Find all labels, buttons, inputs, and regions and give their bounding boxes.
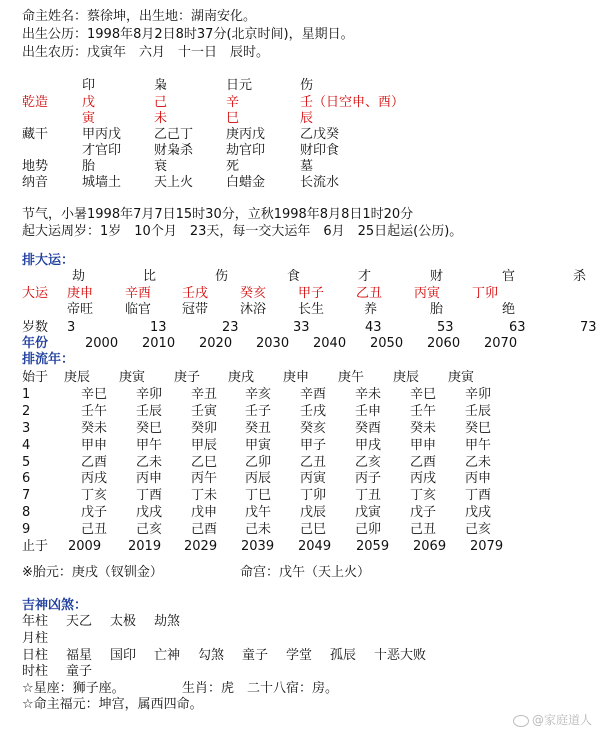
- liunian-cell: 己亥: [465, 522, 492, 537]
- liunian-cell: 癸丑: [245, 421, 272, 436]
- liunian-cell: 壬午: [410, 404, 437, 419]
- dayun-year: 2030: [256, 336, 290, 351]
- liunian-cell: 甲午: [465, 438, 492, 453]
- liunian-cell: 丁酉: [465, 488, 492, 503]
- minggong-text: 命宫：戊午（天上火）: [240, 565, 371, 580]
- hidden-cell: 乙戊癸: [300, 127, 340, 142]
- liunian-cell: 丁巳: [245, 488, 272, 503]
- gods-cell: 印: [82, 78, 96, 93]
- liunian-cell: 戊午: [245, 505, 272, 520]
- liunian-cell: 己亥: [136, 522, 163, 537]
- stem-cell: 壬（日空申、酉）: [300, 95, 405, 110]
- nayin-label: 纳音: [22, 175, 49, 190]
- dayun-pillar: 壬戌: [182, 286, 209, 301]
- liunian-cell: 己未: [245, 522, 272, 537]
- dayun-god: 比: [143, 269, 157, 284]
- liunian-start-cell: 庚申: [283, 370, 310, 385]
- shensha-item: 孤辰: [330, 648, 357, 663]
- shensha-item: 国印: [110, 648, 137, 663]
- liunian-row-number: 9: [22, 522, 31, 537]
- liunian-cell: 戊戌: [136, 505, 163, 520]
- hidden-cell: 乙己丁: [154, 127, 194, 142]
- dayun-age: 3: [67, 320, 76, 335]
- liunian-start-cell: 庚子: [174, 370, 201, 385]
- liunian-cell: 丁卯: [300, 488, 327, 503]
- liunian-cell: 丙申: [465, 471, 492, 486]
- shensha-item: 太极: [110, 614, 137, 629]
- liunian-row-number: 5: [22, 455, 31, 470]
- dayun-god: 官: [502, 269, 516, 284]
- gods-cell: 枭: [154, 78, 168, 93]
- liunian-cell: 辛巳: [81, 387, 108, 402]
- liunian-cell: 辛酉: [300, 387, 327, 402]
- liunian-cell: 戊寅: [355, 505, 382, 520]
- liunian-cell: 己酉: [191, 522, 218, 537]
- qiyun-line: 起大运周岁：1岁 10个月 23天，每一交大运年 6月 25日起运(公历)。: [22, 224, 463, 239]
- watermark-text: @家庭道人: [531, 713, 592, 727]
- liunian-end-year: 2019: [128, 539, 162, 554]
- age-label: 岁数: [22, 320, 49, 335]
- liunian-end-year: 2069: [413, 539, 447, 554]
- liunian-cell: 甲申: [81, 438, 108, 453]
- dayun-year: 2070: [484, 336, 518, 351]
- dayun-year: 2060: [427, 336, 461, 351]
- gods-cell: 伤: [300, 78, 314, 93]
- liunian-start-cell: 庚寅: [448, 370, 475, 385]
- year-label: 年份: [22, 336, 49, 351]
- liunian-cell: 癸巳: [465, 421, 492, 436]
- branch-cell: 辰: [300, 111, 314, 126]
- lunar-birth-line: 出生农历：戊寅年 六月 十一日 辰时。: [22, 45, 270, 60]
- branch-cell: 寅: [82, 111, 96, 126]
- liunian-cell: 甲辰: [191, 438, 218, 453]
- liunian-end-year: 2079: [470, 539, 504, 554]
- minggua-text: ☆命主福元：坤宫，属西四命。: [22, 697, 203, 712]
- liunian-cell: 甲子: [300, 438, 327, 453]
- dayun-age: 73: [580, 320, 597, 335]
- liunian-cell: 乙未: [136, 455, 163, 470]
- jieqi-line: 节气，小暑1998年7月7日15时30分，立秋1998年8月8日1时20分: [22, 207, 414, 222]
- liunian-cell: 甲午: [136, 438, 163, 453]
- liunian-cell: 己丑: [81, 522, 108, 537]
- shengxiao-text: 生肖：虎 二十八宿：房。: [182, 681, 339, 696]
- shensha-item: 十恶大败: [374, 648, 427, 663]
- shensha-item: 童子: [66, 664, 93, 679]
- liunian-start-cell: 庚辰: [393, 370, 420, 385]
- shensha-row-label: 年柱: [22, 614, 49, 629]
- liunian-cell: 丁丑: [355, 488, 382, 503]
- liunian-cell: 丁酉: [136, 488, 163, 503]
- nayin-cell: 白蜡金: [226, 175, 266, 190]
- shensha-row-label: 时柱: [22, 664, 49, 679]
- shensha-title: 吉神凶煞：: [22, 598, 88, 613]
- hidden-gods-cell: 财印食: [300, 143, 340, 158]
- terrain-cell: 墓: [300, 159, 314, 174]
- terrain-label: 地势: [22, 159, 49, 174]
- liunian-cell: 乙酉: [410, 455, 437, 470]
- liunian-cell: 丙寅: [300, 471, 327, 486]
- liunian-end-year: 2029: [184, 539, 218, 554]
- liunian-start-cell: 庚寅: [119, 370, 146, 385]
- liunian-cell: 辛亥: [245, 387, 272, 402]
- dayun-stage: 养: [364, 302, 378, 317]
- hidden-gods-cell: 劫官印: [226, 143, 266, 158]
- dayun-pillar: 丙寅: [414, 286, 441, 301]
- liunian-title: 排流年：: [22, 352, 75, 367]
- hidden-cell: 甲丙戊: [82, 127, 122, 142]
- liunian-cell: 丙戌: [81, 471, 108, 486]
- dayun-age: 53: [437, 320, 454, 335]
- liunian-cell: 丙辰: [245, 471, 272, 486]
- liunian-cell: 丙午: [191, 471, 218, 486]
- liunian-cell: 乙丑: [300, 455, 327, 470]
- dayun-year: 2020: [199, 336, 233, 351]
- stem-cell: 戊: [82, 95, 96, 110]
- liunian-cell: 癸未: [410, 421, 437, 436]
- nayin-cell: 长流水: [300, 175, 340, 190]
- qianzao-label: 乾造: [22, 95, 49, 110]
- liunian-cell: 乙卯: [245, 455, 272, 470]
- liunian-cell: 乙酉: [81, 455, 108, 470]
- hidden-stems-label: 藏干: [22, 127, 49, 142]
- terrain-cell: 衰: [154, 159, 168, 174]
- dayun-pillar: 辛酉: [125, 286, 152, 301]
- shensha-item: 勾煞: [198, 648, 225, 663]
- shensha-item: 天乙: [66, 614, 93, 629]
- dayun-age: 43: [365, 320, 382, 335]
- liunian-start-cell: 庚戌: [228, 370, 255, 385]
- liunian-cell: 辛未: [355, 387, 382, 402]
- liunian-cell: 甲申: [410, 438, 437, 453]
- shensha-item: 童子: [242, 648, 269, 663]
- liunian-start-cell: 庚辰: [64, 370, 91, 385]
- dayun-year: 2050: [370, 336, 404, 351]
- liunian-cell: 乙未: [465, 455, 492, 470]
- liunian-end-year: 2059: [356, 539, 390, 554]
- dayun-age: 63: [509, 320, 526, 335]
- stem-cell: 辛: [226, 95, 240, 110]
- dayun-stage: 沐浴: [240, 302, 267, 317]
- shensha-item: 福星: [66, 648, 93, 663]
- liunian-cell: 癸卯: [191, 421, 218, 436]
- dayun-stage: 临官: [125, 302, 152, 317]
- liunian-cell: 丙戌: [410, 471, 437, 486]
- liunian-cell: 癸巳: [136, 421, 163, 436]
- terrain-cell: 死: [226, 159, 240, 174]
- liunian-cell: 壬寅: [191, 404, 218, 419]
- dayun-stage: 帝旺: [67, 302, 94, 317]
- liunian-row-number: 7: [22, 488, 31, 503]
- dayun-year: 2040: [313, 336, 347, 351]
- liunian-cell: 戊辰: [300, 505, 327, 520]
- shensha-row-label: 月柱: [22, 631, 49, 646]
- liunian-cell: 戊戌: [465, 505, 492, 520]
- solar-birth-line: 出生公历：1998年8月2日8时37分(北京时间)，星期日。: [22, 27, 354, 42]
- dayun-year: 2010: [142, 336, 176, 351]
- dayun-age: 23: [222, 320, 239, 335]
- liunian-cell: 丁未: [191, 488, 218, 503]
- dayun-label: 大运: [22, 286, 49, 301]
- dayun-pillar: 庚申: [67, 286, 94, 301]
- watermark: [513, 711, 592, 728]
- dayun-year: 2000: [85, 336, 119, 351]
- nayin-cell: 天上火: [154, 175, 194, 190]
- branch-cell: 巳: [226, 111, 240, 126]
- liunian-cell: 癸酉: [355, 421, 382, 436]
- liunian-cell: 壬申: [355, 404, 382, 419]
- liunian-row-number: 6: [22, 471, 31, 486]
- dayun-pillar: 癸亥: [240, 286, 267, 301]
- liunian-cell: 癸亥: [300, 421, 327, 436]
- liunian-cell: 丁亥: [410, 488, 437, 503]
- liunian-cell: 戊子: [81, 505, 108, 520]
- shensha-item: 劫煞: [154, 614, 181, 629]
- liunian-end-year: 2049: [298, 539, 332, 554]
- liunian-cell: 丁亥: [81, 488, 108, 503]
- liunian-cell: 辛卯: [136, 387, 163, 402]
- xingzuo-text: ☆星座：狮子座。: [22, 681, 125, 696]
- dayun-god: 劫: [72, 269, 86, 284]
- liunian-row-number: 2: [22, 404, 31, 419]
- liunian-row-number: 1: [22, 387, 31, 402]
- hidden-gods-cell: 才官印: [82, 143, 122, 158]
- taiyuan-text: ※胎元：庚戌（钗钏金）: [22, 565, 163, 580]
- liunian-end-year: 2009: [68, 539, 102, 554]
- dayun-god: 食: [287, 269, 301, 284]
- nayin-cell: 城墙土: [82, 175, 122, 190]
- dayun-god: 才: [358, 269, 372, 284]
- liunian-cell: 丙子: [355, 471, 382, 486]
- liunian-cell: 壬子: [245, 404, 272, 419]
- liunian-cell: 甲寅: [245, 438, 272, 453]
- weibo-icon: [513, 715, 529, 727]
- stem-cell: 己: [154, 95, 168, 110]
- dayun-pillar: 乙丑: [356, 286, 383, 301]
- liunian-cell: 己卯: [355, 522, 382, 537]
- liunian-cell: 甲戌: [355, 438, 382, 453]
- dayun-stage: 绝: [502, 302, 516, 317]
- liunian-cell: 壬午: [81, 404, 108, 419]
- liunian-cell: 癸未: [81, 421, 108, 436]
- liunian-cell: 乙亥: [355, 455, 382, 470]
- dayun-stage: 冠带: [182, 302, 209, 317]
- liunian-cell: 己丑: [410, 522, 437, 537]
- dayun-title: 排大运：: [22, 253, 75, 268]
- liunian-cell: 戊申: [191, 505, 218, 520]
- dayun-stage: 长生: [298, 302, 325, 317]
- dayun-pillar: 丁卯: [472, 286, 499, 301]
- liunian-cell: 壬辰: [465, 404, 492, 419]
- dayun-age: 33: [293, 320, 310, 335]
- dayun-god: 杀: [573, 269, 587, 284]
- liunian-cell: 壬戌: [300, 404, 327, 419]
- liunian-cell: 乙巳: [191, 455, 218, 470]
- shensha-row-label: 日柱: [22, 648, 49, 663]
- hidden-gods-cell: 财枭杀: [154, 143, 194, 158]
- dayun-stage: 胎: [430, 302, 444, 317]
- liunian-end-label: 止于: [22, 539, 49, 554]
- dayun-age: 13: [150, 320, 167, 335]
- liunian-cell: 壬辰: [136, 404, 163, 419]
- gods-cell: 日元: [226, 78, 253, 93]
- liunian-cell: 己巳: [300, 522, 327, 537]
- shensha-item: 学堂: [286, 648, 313, 663]
- liunian-start-label: 始于: [22, 370, 49, 385]
- dayun-pillar: 甲子: [298, 286, 325, 301]
- branch-cell: 未: [154, 111, 168, 126]
- terrain-cell: 胎: [82, 159, 96, 174]
- liunian-row-number: 4: [22, 438, 31, 453]
- liunian-cell: 辛丑: [191, 387, 218, 402]
- dayun-god: 财: [430, 269, 444, 284]
- liunian-cell: 戊子: [410, 505, 437, 520]
- liunian-row-number: 8: [22, 505, 31, 520]
- dayun-god: 伤: [215, 269, 229, 284]
- liunian-cell: 辛卯: [465, 387, 492, 402]
- shensha-item: 亡神: [154, 648, 181, 663]
- liunian-cell: 丙申: [136, 471, 163, 486]
- liunian-end-year: 2039: [241, 539, 275, 554]
- liunian-cell: 辛巳: [410, 387, 437, 402]
- liunian-start-cell: 庚午: [338, 370, 365, 385]
- hidden-cell: 庚丙戊: [226, 127, 266, 142]
- liunian-row-number: 3: [22, 421, 31, 436]
- owner-line: 命主姓名：蔡徐坤，出生地：湖南安化。: [22, 9, 257, 24]
